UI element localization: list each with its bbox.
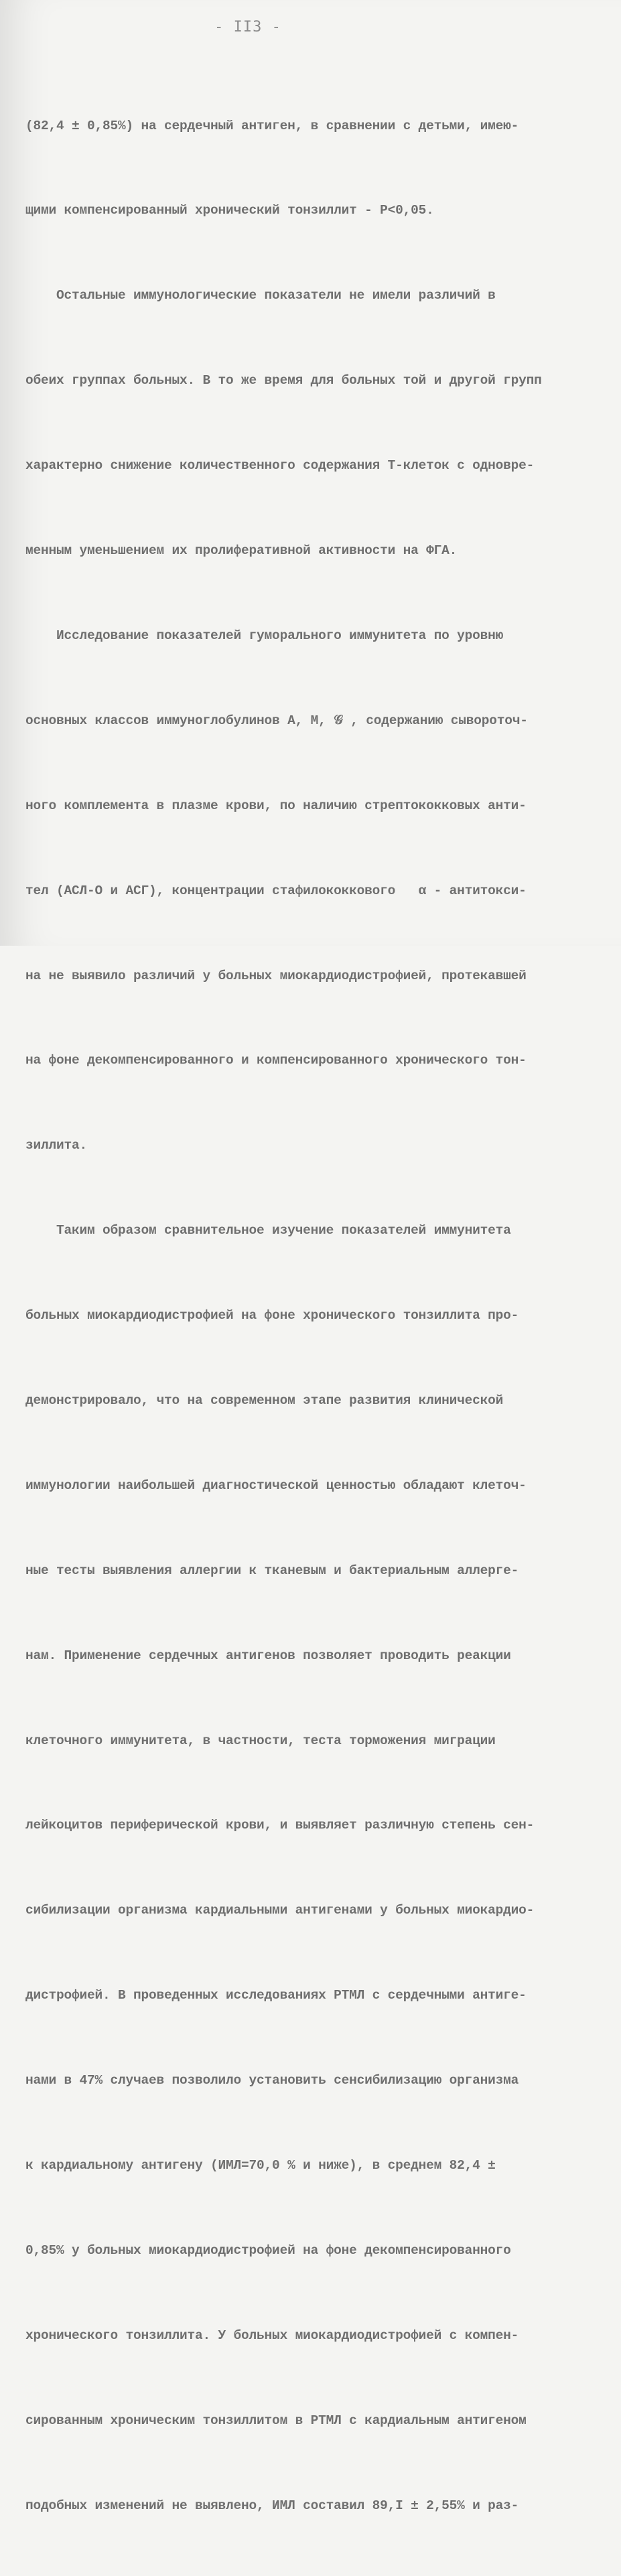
text-line: 0,85% у больных миокардиодистрофией на фоне декомпенсированного: [25, 2242, 511, 2258]
text-line: Остальные иммунологические показатели не имели различий в: [25, 288, 496, 303]
text-line: щими компенсированный хронический тонзиллит - P<0,05.: [25, 203, 434, 218]
text-line: нами в 47% случаев позволило установить сенсибилизацию организма: [25, 2073, 519, 2088]
text-line: обеих группах больных. В то же время для больных той и другой групп: [25, 373, 542, 388]
text-line: характерно снижение количественного содержания Т-клеток с одновре-: [25, 458, 535, 474]
text-line: сированным хроническим тонзиллитом в РТМЛ с кардиальным антигеном: [25, 2413, 527, 2428]
page-number: - II3 -: [214, 19, 281, 35]
text-line: ные тесты выявления аллергии к тканевым и бактериальным аллерге-: [25, 1563, 519, 1578]
text-line: демонстрировало, что на современном этапе развития клинической: [25, 1392, 504, 1408]
text-line: зиллита.: [25, 1138, 88, 1153]
text-line: сибилизации организма кардиальными антигенами у больных миокардио-: [25, 1903, 535, 1918]
text-line: клеточного иммунитета, в частности, теста торможения миграции: [25, 1733, 496, 1748]
text-line: Таким образом сравнительное изучение показателей иммунитета: [25, 1223, 511, 1238]
text-line: Исследование показателей гуморального иммунитета по уровню: [25, 628, 504, 643]
text-line: к кардиальному антигену (ИМЛ=70,0 % и ниже), в среднем 82,4 ±: [25, 2157, 496, 2173]
text-line: основных классов иммуноглобулинов А, М, 𝒢 , содержанию сывороточ-: [25, 713, 528, 728]
text-line: (82,4 ± 0,85%) на сердечный антиген, в сравнении с детьми, имею-: [25, 118, 519, 133]
text-line: хронического тонзиллита. У больных миокардиодистрофией с компен-: [25, 2328, 519, 2343]
text-line: иммунологии наибольшей диагностической ценностью обладают клеточ-: [25, 1478, 527, 1493]
text-line: на фоне декомпенсированного и компенсированного хронического тон-: [25, 1053, 527, 1068]
text-line: на не выявило различий у больных миокардиодистрофией, протекавшей: [25, 968, 527, 983]
text-line: дистрофией. В проведенных исследованиях РТМЛ с сердечными антиге-: [25, 1988, 527, 2003]
text-line: подобных изменений не выявлено, ИМЛ составил 89,I ± 2,55% и раз-: [25, 2498, 519, 2513]
text-line: нам. Применение сердечных антигенов позволяет проводить реакции: [25, 1648, 511, 1663]
document-text: [25, 55, 602, 2576]
text-line: больных миокардиодистрофией на фоне хронического тонзиллита про-: [25, 1308, 519, 1323]
text-line: ного комплемента в плазме крови, по наличию стрептококковых анти-: [25, 798, 527, 813]
text-line: лейкоцитов периферической крови, и выявляет различную степень сен-: [25, 1818, 535, 1833]
text-line: тел (АСЛ-О и АСГ), концентрации стафилококкового α - антитокси-: [25, 883, 527, 898]
text-line: менным уменьшением их пролиферативной активности на ФГА.: [25, 543, 458, 559]
